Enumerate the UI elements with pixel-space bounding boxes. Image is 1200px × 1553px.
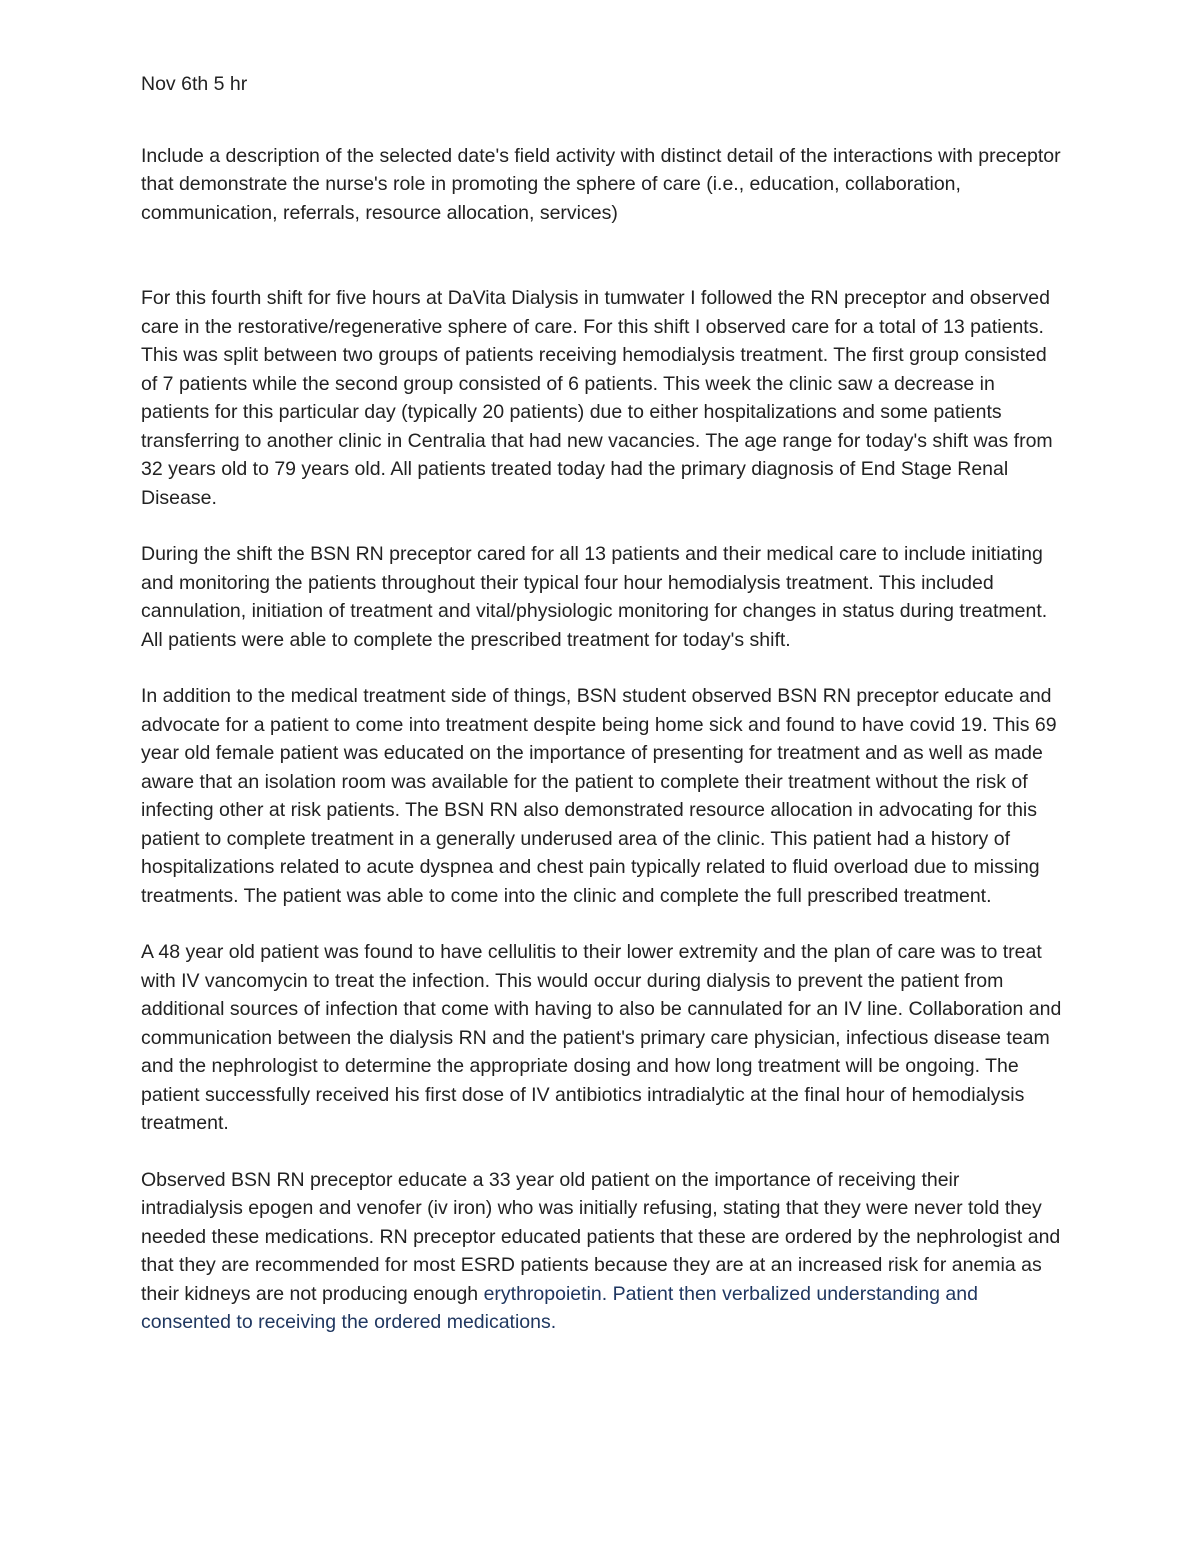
body-paragraph-2: During the shift the BSN RN preceptor cared for all 13 patients and their medical care to include initiating and monitoring the patients throughout their typical four hour hemodialysis treatment. This included cannulation, initiation of treatment and vital/physiologic monitoring for changes in status during treatment. All patients were able to complete the prescribed treatment for today's shift. <box>141 543 1048 651</box>
body-paragraph-5-main: Observed BSN RN preceptor educate a 33 year old patient on the importance of receiving their intradialysis epogen and venofer (iv iron) who was initially refusing, stating that they were never told they needed these medications. RN preceptor educated patients that these are ordered by the nephrologist and that they are recommended for most ESRD patients because they are at an increased risk for anemia as their kidneys are not producing enough <box>141 1168 1061 1305</box>
body-paragraph-1: For this fourth shift for five hours at DaVita Dialysis in tumwater I followed the RN preceptor and observed care in the restorative/regenerative sphere of care. For this shift I observed care for a total of 13 patients. This was split between two groups of patients receiving hemodialysis treatment. The first group consisted of 7 patients while the second group consisted of 6 patients. This week the clinic saw a decrease in patients for this particular day (typically 20 patients) due to either hospitalizations and some patients transferring to another clinic in Centralia that had new vacancies. The age range for today's shift was from 32 years old to 79 years old. All patients treated today had the primary diagnosis of End Stage Renal Disease. <box>141 287 1053 509</box>
body-paragraph-3: In addition to the medical treatment side of things, BSN student observed BSN RN preceptor educate and advocate for a patient to come into treatment despite being home sick and found to have covid 19. This 69 year old female patient was educated on the importance of presenting for treatment and as well as made aware that an isolation room was available for the patient to complete their treatment without the risk of infecting other at risk patients. The BSN RN also demonstrated resource allocation in advocating for this patient to complete treatment in a generally underused area of the clinic. This patient had a history of hospitalizations related to acute dyspnea and chest pain typically related to fluid overload due to missing treatments. The patient was able to come into the clinic and complete the full prescribed treatment. <box>141 685 1057 907</box>
body-paragraph-5 <box>141 1166 1066 1337</box>
body-paragraph-4: A 48 year old patient was found to have cellulitis to their lower extremity and the plan of care was to treat with IV vancomycin to treat the infection. This would occur during dialysis to prevent the patient from additional sources of infection that come with having to also be cannulated for an IV line. Collaboration and communication between the dialysis RN and the patient's primary care physician, infectious disease team and the nephrologist to determine the appropriate dosing and how long treatment will be ongoing. The patient successfully received his first dose of IV antibiotics intradialytic at the final hour of hemodialysis treatment. <box>141 941 1062 1134</box>
document-page <box>141 70 1066 1337</box>
date-line: Nov 6th 5 hr <box>141 73 248 95</box>
prompt-paragraph: Include a description of the selected date's field activity with distinct detail of the interactions with preceptor that demonstrate the nurse's role in promoting the sphere of care (i.e., education, collaboration, communication, referrals, resource allocation, services) <box>141 144 1061 224</box>
body-paragraph-5-tinted: erythropoietin. Patient then verbalized understanding and consented to receiving the ordered medications. <box>141 1282 978 1333</box>
